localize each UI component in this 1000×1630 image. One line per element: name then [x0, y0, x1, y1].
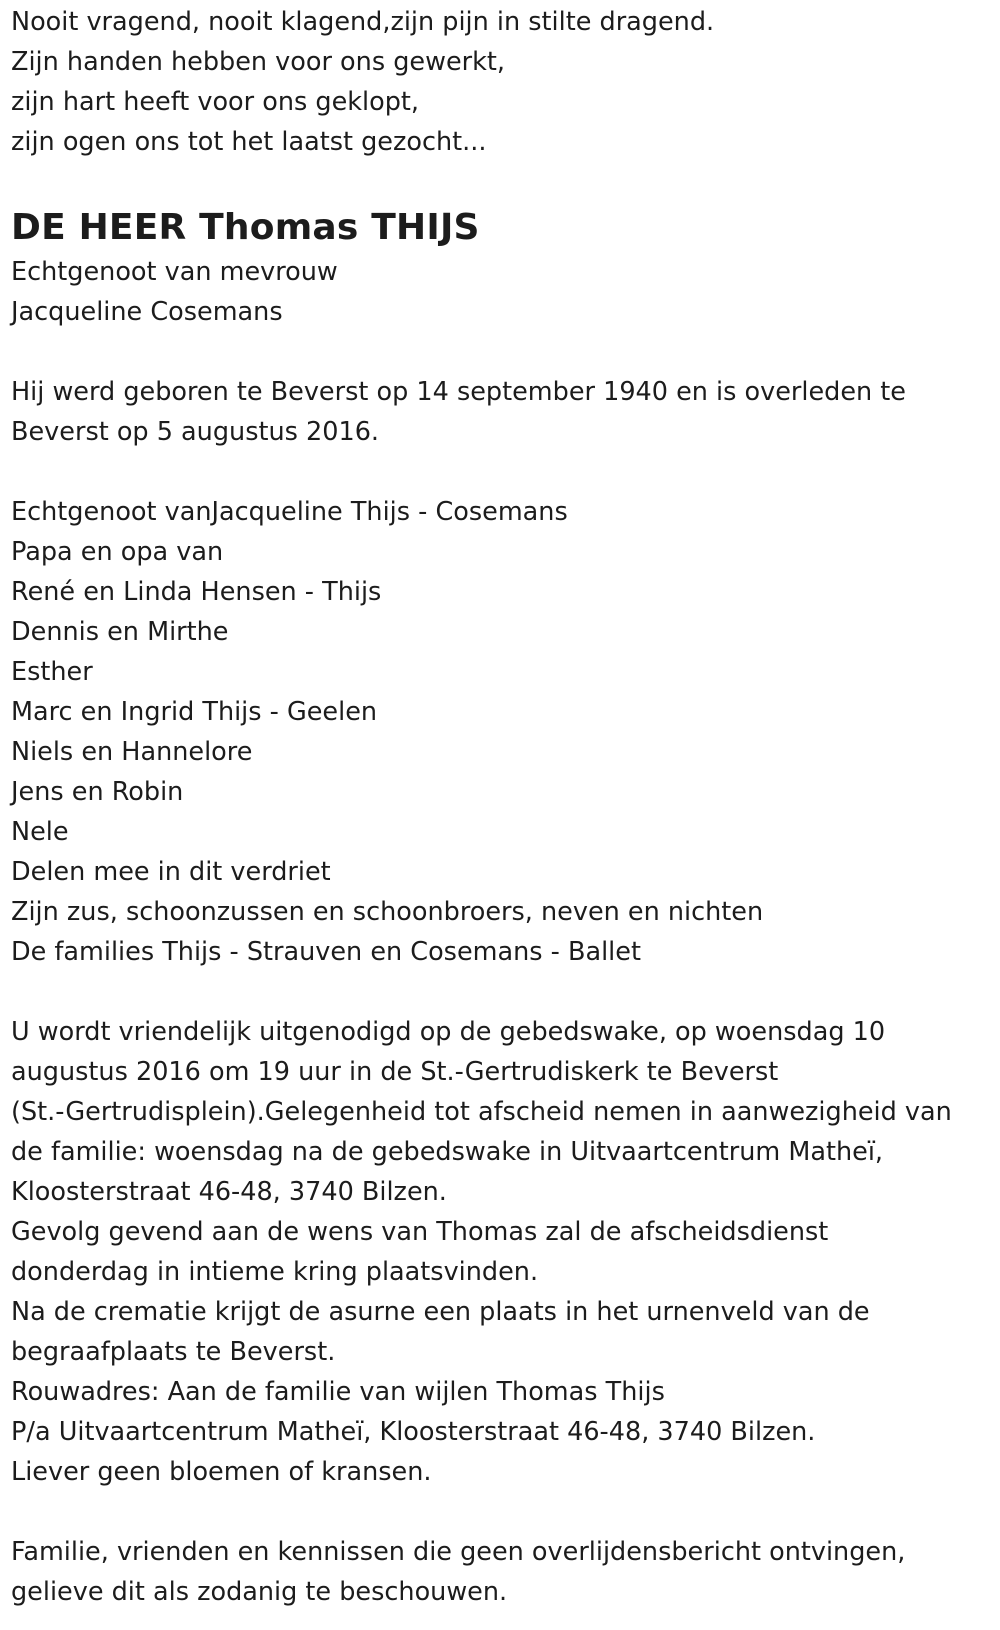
family-list — [11, 492, 991, 972]
ceremony-line: augustus 2016 om 19 uur in de St.-Gertrudiskerk te Beverst — [11, 1057, 779, 1087]
spacer — [11, 162, 991, 204]
family-line: Zijn zus, schoonzussen en schoonbroers, neven en nichten — [11, 897, 764, 927]
closing-line: Familie, vrienden en kennissen die geen overlijdensbericht ontvingen, — [11, 1537, 906, 1567]
spacer — [11, 1492, 991, 1532]
poem-line: zijn hart heeft voor ons geklopt, — [11, 87, 420, 117]
ceremony-line: Kloosterstraat 46-48, 3740 Bilzen. — [11, 1177, 447, 1207]
family-line: René en Linda Hensen - Thijs — [11, 577, 382, 607]
family-line: Nele — [11, 817, 69, 847]
family-line: Papa en opa van — [11, 537, 224, 567]
ceremony-line: Rouwadres: Aan de familie van wijlen Thomas Thijs — [11, 1377, 665, 1407]
spacer — [11, 332, 991, 372]
spouse-intro — [11, 252, 991, 332]
ceremony-line: (St.-Gertrudisplein).Gelegenheid tot afscheid nemen in aanwezigheid van — [11, 1097, 952, 1127]
death-notice — [11, 2, 991, 1612]
ceremony-paragraph — [11, 1012, 991, 1492]
spouse-line: Jacqueline Cosemans — [11, 297, 283, 327]
poem-line: Nooit vragend, nooit klagend,zijn pijn in stilte dragend. — [11, 7, 715, 37]
closing-paragraph — [11, 1532, 991, 1612]
family-line: De families Thijs - Strauven en Cosemans - Ballet — [11, 937, 641, 967]
family-line: Marc en Ingrid Thijs - Geelen — [11, 697, 378, 727]
ceremony-line: begraafplaats te Beverst. — [11, 1337, 336, 1367]
ceremony-line: Gevolg gevend aan de wens van Thomas zal de afscheidsdienst — [11, 1217, 829, 1247]
poem-line: Zijn handen hebben voor ons gewerkt, — [11, 47, 505, 77]
ceremony-line: Liever geen bloemen of kransen. — [11, 1457, 432, 1487]
ceremony-line: P/a Uitvaartcentrum Matheï, Kloosterstraat 46-48, 3740 Bilzen. — [11, 1417, 816, 1447]
ceremony-line: Na de crematie krijgt de asurne een plaats in het urnenveld van de — [11, 1297, 870, 1327]
poem-line: zijn ogen ons tot het laatst gezocht... — [11, 127, 487, 157]
poem — [11, 2, 991, 162]
birth-death-paragraph — [11, 372, 991, 452]
deceased-name: DE HEER Thomas THIJS — [11, 207, 480, 248]
family-line: Niels en Hannelore — [11, 737, 253, 767]
spacer — [11, 972, 991, 1012]
family-line: Echtgenoot vanJacqueline Thijs - Cosemans — [11, 497, 568, 527]
closing-line: gelieve dit als zodanig te beschouwen. — [11, 1577, 508, 1607]
ceremony-line: U wordt vriendelijk uitgenodigd op de gebedswake, op woensdag 10 — [11, 1017, 886, 1047]
ceremony-line: de familie: woensdag na de gebedswake in Uitvaartcentrum Matheï, — [11, 1137, 884, 1167]
family-line: Esther — [11, 657, 93, 687]
spacer — [11, 452, 991, 492]
birth-death-line: Hij werd geboren te Beverst op 14 september 1940 en is overleden te — [11, 377, 906, 407]
family-line: Jens en Robin — [11, 777, 184, 807]
ceremony-line: donderdag in intieme kring plaatsvinden. — [11, 1257, 539, 1287]
spouse-line: Echtgenoot van mevrouw — [11, 257, 338, 287]
family-line: Dennis en Mirthe — [11, 617, 229, 647]
birth-death-line: Beverst op 5 augustus 2016. — [11, 417, 380, 447]
family-line: Delen mee in dit verdriet — [11, 857, 331, 887]
